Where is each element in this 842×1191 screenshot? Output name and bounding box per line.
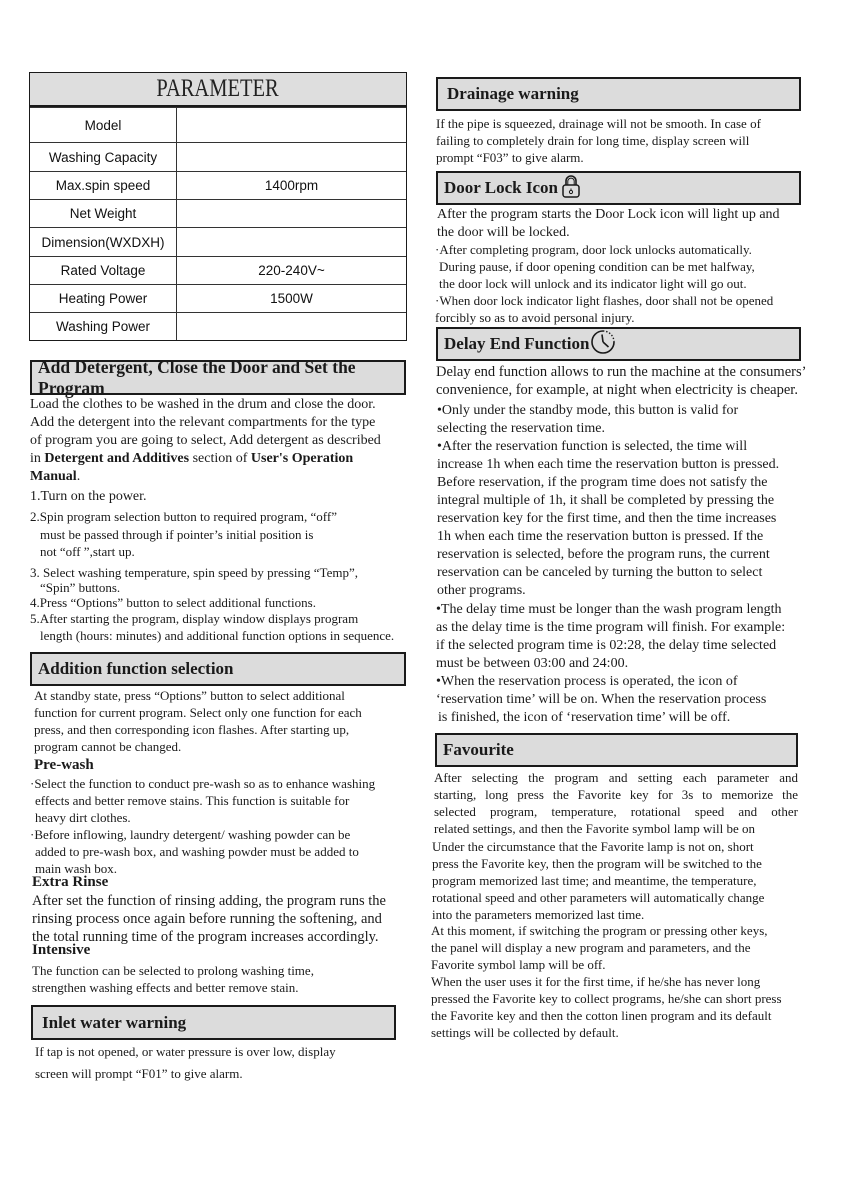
- text-line: added to pre-wash box, and washing powder must be added to: [35, 844, 359, 859]
- text-line: reservation is selected, before the program runs, the current: [437, 547, 770, 562]
- delay-end-bullet-1: [437, 402, 832, 438]
- section-header-delay-end: [436, 327, 801, 361]
- text-line: After selecting the program and setting each parameter and: [434, 770, 798, 785]
- param-label: Washing Power: [30, 313, 177, 340]
- door-lock-text: [437, 206, 832, 242]
- text-line: The function can be selected to prolong washing time,: [32, 963, 314, 978]
- param-label: Washing Capacity: [30, 143, 177, 171]
- text-line: After the program starts the Door Lock icon will light up and: [437, 207, 780, 222]
- text-line: •The delay time must be longer than the wash program length: [436, 602, 782, 617]
- parameter-table-title: PARAMETER: [156, 75, 280, 102]
- section-header-inlet-water: [31, 1005, 396, 1040]
- text-line: effects and better remove stains. This function is suitable for: [35, 793, 350, 808]
- table-row: [30, 199, 406, 227]
- section-title: Delay End Function: [444, 334, 590, 353]
- text-line: ·Before inflowing, laundry detergent/ washing powder can be: [30, 827, 351, 842]
- text-line: of program you are going to select, Add detergent as described: [30, 433, 381, 448]
- text-line: starting, long press the Favorite key for 3s to memorize the: [434, 787, 798, 802]
- param-value: [177, 143, 406, 171]
- delay-end-intro: [436, 363, 831, 399]
- text-line: the total running time of the program increases accordingly.: [32, 929, 379, 945]
- text-line: Manual.: [30, 469, 81, 484]
- text-line: Add the detergent into the relevant compartments for the type: [30, 415, 376, 430]
- section-header-drainage: [436, 77, 801, 111]
- text-line: Delay end function allows to run the machine at the consumers’: [436, 364, 807, 380]
- prewash-title: Pre-wash: [34, 757, 94, 773]
- param-label: Net Weight: [30, 200, 177, 227]
- section-header-addition-function: [30, 652, 406, 686]
- section-title: Addition function selection: [38, 659, 234, 678]
- text-line: into the parameters memorized last time.: [432, 907, 645, 922]
- text-line: program cannot be changed.: [34, 739, 182, 754]
- text-line: prompt “F03” to give alarm.: [436, 150, 584, 165]
- text-line: •After the reservation function is selected, the time will: [437, 439, 748, 454]
- text-line: if the selected program time is 02:28, the delay time selected: [436, 638, 777, 653]
- text-line: forcibly so as to avoid personal injury.: [435, 310, 635, 325]
- section-header-favourite: [435, 733, 798, 767]
- text-line: Favorite symbol lamp will be off.: [431, 957, 606, 972]
- param-label: Heating Power: [30, 285, 177, 312]
- text-line: rinsing process once again before running the softening, and: [32, 911, 382, 927]
- table-row: [30, 284, 406, 312]
- delay-end-bullet-2: [437, 438, 832, 600]
- section-title: Add Detergent, Close the Door and Set the Program: [38, 356, 356, 398]
- text-line: ·Select the function to conduct pre-wash so as to enhance washing: [30, 776, 376, 791]
- text-line: rotational speed and other parameters will automatically change: [432, 890, 765, 905]
- param-value: [177, 108, 406, 142]
- text-line: function for current program. Select only one function for each: [34, 705, 362, 720]
- param-value: 1500W: [270, 291, 313, 306]
- table-row: [30, 107, 406, 142]
- door-lock-bullets: [435, 241, 830, 326]
- intensive-text: [32, 962, 432, 996]
- text-line: the door lock will unlock and its indicator light will go out.: [439, 276, 747, 291]
- text-line: integral multiple of 1h, it shall be completed by pressing the: [437, 493, 775, 508]
- table-row: [30, 256, 406, 284]
- text-line: Under the circumstance that the Favorite lamp is not on, short: [432, 839, 754, 854]
- favourite-para-2: [432, 838, 827, 923]
- section-title: Drainage warning: [447, 84, 579, 103]
- text-line: pressed the Favorite key to collect programs, he/she can short press: [431, 991, 782, 1006]
- extra-rinse-title: Extra Rinse: [32, 874, 109, 890]
- text-line: When the user uses it for the first time, if he/she has never long: [431, 974, 761, 989]
- text-line: failing to completely drain for long time, display screen will: [436, 133, 750, 148]
- text-line: Before reservation, if the program time does not satisfy the: [437, 475, 768, 490]
- text-line: 1h when each time the reservation button is pressed. If the: [437, 529, 764, 544]
- text-line: ·When door lock indicator light flashes, door shall not be opened: [435, 293, 774, 308]
- text-line: must be between 03:00 and 24:00.: [436, 656, 629, 671]
- param-value: [177, 228, 406, 256]
- extra-rinse-text: [32, 892, 432, 946]
- delay-end-bullet-3: [436, 601, 831, 727]
- text-line: program memorized last time; and meantime, the temperature,: [432, 873, 757, 888]
- text-line: •Only under the standby mode, this button is valid for: [437, 403, 739, 418]
- text-line: If the pipe is squeezed, drainage will not be smooth. In case of: [436, 116, 761, 131]
- text-line: reservation key for the first time, and then the time increases: [437, 511, 777, 526]
- text-line: not “off ”,start up.: [40, 544, 135, 559]
- padlock-icon: [561, 174, 581, 203]
- text-line: press, and then corresponding icon flashes. After starting up,: [34, 722, 350, 737]
- text-line: If tap is not opened, or water pressure is over low, display: [35, 1044, 336, 1059]
- step-4: 4.Press “Options” button to select additional functions.: [30, 594, 316, 610]
- section-title: Favourite: [443, 740, 514, 759]
- addition-function-intro: [34, 687, 424, 755]
- text-line: is finished, the icon of ‘reservation time’ will be off.: [438, 710, 731, 725]
- text-line: screen will prompt “F01” to give alarm.: [35, 1066, 243, 1081]
- text-line: related settings, and then the Favorite symbol lamp will be on: [434, 821, 755, 836]
- parameter-table-header: [30, 73, 406, 107]
- param-value: [177, 200, 406, 227]
- param-value: [177, 313, 406, 340]
- section-title: Inlet water warning: [42, 1012, 187, 1032]
- add-detergent-steps: [30, 508, 430, 644]
- text-line: After set the function of rinsing adding, the program runs the: [32, 893, 386, 909]
- text-line: •When the reservation process is operated, the icon of: [436, 674, 738, 689]
- add-detergent-intro: [30, 396, 430, 506]
- param-label: Model: [30, 108, 177, 142]
- text-line: convenience, for example, at night when electricity is cheaper.: [436, 382, 798, 398]
- clock-icon: [590, 329, 616, 360]
- text-line: length (hours: minutes) and additional function options in sequence.: [40, 627, 395, 643]
- text-line: Load the clothes to be washed in the drum and close the door.: [30, 397, 376, 412]
- text-line: must be passed through if pointer’s initial position is: [40, 526, 314, 542]
- text-line: During pause, if door opening condition can be met halfway,: [439, 259, 755, 274]
- text-line: “Spin” buttons.: [40, 579, 121, 595]
- table-row: [30, 142, 406, 171]
- text-line: main wash box.: [35, 861, 117, 876]
- text-line: At this moment, if switching the program or pressing other keys,: [431, 923, 768, 938]
- text-line: ‘reservation time’ will be on. When the reservation process: [436, 692, 767, 707]
- param-value: 1400rpm: [264, 178, 319, 193]
- text-line: in Detergent and Additives section of User's Operation: [30, 451, 354, 466]
- text-line: the Favorite key and then the cotton linen program and its default: [431, 1008, 772, 1023]
- inlet-water-text: [35, 1041, 425, 1085]
- text-line: the door will be locked.: [437, 225, 570, 240]
- text-line: other programs.: [437, 583, 526, 598]
- text-line: strengthen washing effects and better remove stain.: [32, 980, 299, 995]
- prewash-text: [30, 775, 430, 877]
- text-line: the panel will display a new program and parameters, and the: [431, 940, 751, 955]
- section-header-door-lock: [436, 171, 801, 205]
- text-line: increase 1h when each time the reservation button is pressed.: [437, 457, 780, 472]
- step-2: 2.Spin program selection button to required program, “off”: [30, 509, 337, 524]
- param-label: Dimension(WXDXH): [30, 228, 177, 256]
- table-row: [30, 227, 406, 256]
- param-label: Rated Voltage: [30, 257, 177, 284]
- text-line: as the delay time is the time program will finish. For example:: [436, 620, 786, 635]
- step-3: 3. Select washing temperature, spin speed by pressing “Temp”,: [30, 564, 358, 580]
- text-line: heavy dirt clothes.: [35, 810, 131, 825]
- user-manual-ref: User's Operation: [250, 451, 354, 466]
- favourite-para-3: [431, 922, 831, 1041]
- text-line: At standby state, press “Options” button to select additional: [34, 688, 345, 703]
- text-line: press the Favorite key, then the program will be switched to the: [432, 856, 762, 871]
- param-label: Max.spin speed: [30, 172, 177, 199]
- param-value: 220-240V~: [258, 263, 325, 278]
- section-header-add-detergent: [30, 356, 406, 398]
- text-line: selected program, temperature, rotational speed and other: [434, 804, 798, 819]
- text-line: selecting the reservation time.: [437, 421, 605, 436]
- text-line: ·After completing program, door lock unlocks automatically.: [435, 242, 752, 257]
- intensive-title: Intensive: [32, 942, 91, 958]
- text-line: reservation can be canceled by turning the button to select: [437, 565, 763, 580]
- table-row: [30, 312, 406, 340]
- detergent-additives-ref: Detergent and Additives: [44, 451, 190, 466]
- step-5: 5.After starting the program, display window displays program: [30, 610, 359, 626]
- step-1: 1.Turn on the power.: [30, 489, 147, 504]
- table-row: [30, 171, 406, 199]
- favourite-para-1: [434, 769, 798, 837]
- text-line: settings will be collected by default.: [431, 1025, 619, 1040]
- section-title: Door Lock Icon: [444, 178, 558, 197]
- drainage-text: [436, 115, 826, 166]
- parameter-table: [29, 72, 407, 341]
